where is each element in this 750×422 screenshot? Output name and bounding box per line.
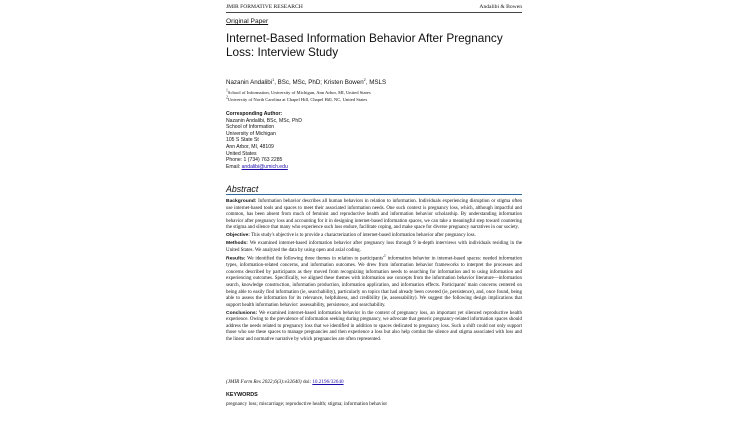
author-affiliation-mark: 1 — [272, 77, 275, 82]
abstract-conclusions: Conclusions: We examined internet-based information behavior in the context of pregnancy loss, an important yet silenced reproductive health experience. Owing to the prevalence of information seeking during pregnancy, we advocate that generic pregnancy-related information spaces should address the needs related to pregnancy loss that we identified in addition to spaces dedicated to pregnancy loss. Such a shift could not only support those who use these spaces to manage pregnancies and then experience a loss but also help combat the silence and stigma associated with loss and the linear and normative narrative by which pregnancies are often represented. — [226, 310, 522, 343]
affiliation: $^1$School of Information, University of Michigan, Ann Arbor, MI, United States — [226, 88, 371, 95]
header-divider — [226, 12, 522, 13]
citation-text: (JMIR Form Res 2022;6(3):e32640) — [226, 379, 302, 385]
corresponding-line: Nazanin Andalibi, BSc, MSc, PhD — [226, 117, 302, 124]
keywords-list: pregnancy loss; miscarriage; reproductive health; stigma; information behavior — [226, 401, 388, 407]
corresponding-email-line: Email: andalibi@umich.edu — [226, 163, 288, 170]
affiliation: $^2$University of North Carolina at Chapel Hill, Chapel Hill, NC, United States — [226, 95, 368, 102]
corresponding-line: Ann Arbor, MI, 48109 — [226, 143, 274, 150]
corresponding-line: 105 S State St — [226, 137, 259, 144]
corresponding-line: University of Michigan — [226, 130, 276, 137]
author-name: Kristen Bowen — [323, 79, 364, 86]
corresponding-line: Phone: 1 (734) 763 2285 — [226, 157, 283, 164]
doi-link[interactable]: 10.2196/32640 — [312, 379, 344, 385]
journal-name: JMIR FORMATIVE RESEARCH — [226, 4, 303, 10]
paper-title: Internet-Based Information Behavior After Pregnancy Loss: Interview Study — [226, 31, 503, 59]
corresponding-line: School of Information — [226, 124, 275, 131]
author-degrees: , BSc, MSc, PhD; — [274, 79, 324, 86]
author-affiliation-mark: 2 — [363, 77, 366, 82]
corresponding-author-heading: Corresponding Author: — [226, 111, 283, 117]
abstract-background: Background: Information behavior describes all human behaviors in relation to information. Individuals experiencing disruption or stigma often use internet-based tools and spaces to meet their associated information needs. One such context is pregnancy loss, which, although impactful and common, has been absent from much of feminist and reproductive health and information behavior scholarship. By understanding information behavior after pregnancy loss and accounting for it in designing internet-based information spaces, we can take a meaningful step toward countering the stigma and silence that many who experience such loss endure, facilitate coping, and make space for diverse pregnancy narratives in our society. — [226, 199, 522, 231]
abstract-body — [226, 199, 522, 345]
keywords-heading: KEYWORDS — [226, 392, 258, 398]
abstract-heading: Abstract — [226, 184, 259, 194]
abstract-objective: Objective: This study's objective is to provide a characterization of internet-based information behavior after pregnancy loss. — [226, 233, 476, 239]
corresponding-author-block — [226, 111, 302, 170]
email-link[interactable]: andalibi@umich.edu — [241, 163, 288, 170]
author-line — [226, 79, 386, 86]
author-name: Nazanin Andalibi — [226, 79, 273, 86]
citation-line: (JMIR Form Res 2022;6(3):e32640) doi: 10.2196/32640 — [226, 379, 344, 385]
article-type: Original Paper — [226, 18, 269, 25]
abstract-methods: Methods: We examined internet-based information behavior after pregnancy loss through 9 in-depth interviews with individuals residing in the United States. We analyzed the data by using open and axial coding. — [226, 241, 523, 253]
running-authors: Andalibi & Bowen — [479, 4, 522, 10]
abstract-divider — [226, 194, 522, 195]
abstract-results: Results: We identified the following three themes in relation to $participants'^1$ information behavior in internet-based spaces: needed information types, information-related concerns, and information outcomes. We drew from information behavior frameworks to interpret the processes and concerns described by participants as they moved from recognizing information needs to searching for information and to using information and experiencing outcomes. Specifically, we aligned these themes with information use concepts from the information behavior literature—information search, knowledge construction, information production, information application, and information effects. Participants' main concerns centered on being able to easily find information (ie, searchability), particularly on topics that had already been covered (ie, persistence), and, once found, being able to assess the information for its relevance, helpfulness, and credibility (ie, assessability). We suggest the following design implications that support health information behavior: assessability, persistence, and searchability. — [226, 253, 522, 308]
author-degrees: , MSLS — [365, 79, 387, 86]
corresponding-line: United States — [226, 150, 257, 157]
